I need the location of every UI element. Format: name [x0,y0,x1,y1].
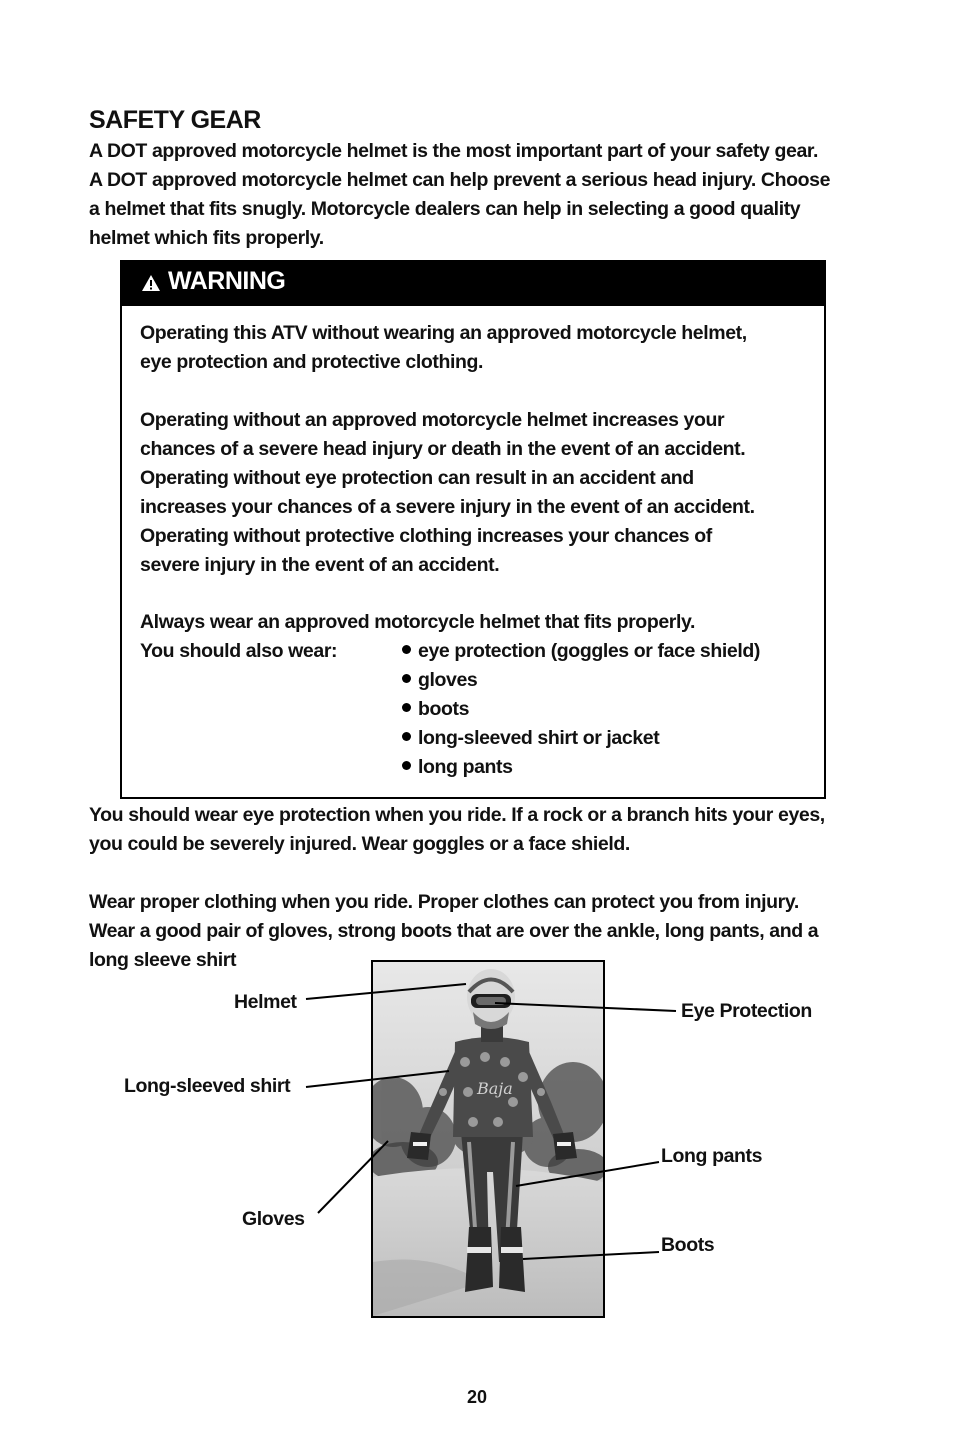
paragraph-line: you could be severely injured. Wear goggles or a face shield. [89,833,630,855]
also-wear-label: You should also wear: [140,640,338,662]
paragraph-line: Wear a good pair of gloves, strong boots that are over the ankle, long pants, and a [89,920,819,942]
paragraph-line: You should wear eye protection when you ride. If a rock or a branch hits your eyes, [89,804,825,826]
eye-protection-paragraph [89,801,889,859]
warning-line: Operating without eye protection can result in an accident and [140,467,694,489]
warning-triangle-icon [141,274,161,292]
warning-box [120,260,826,799]
label-long-sleeved-shirt: Long-sleeved shirt [124,1075,291,1097]
warning-line: eye protection and protective clothing. [140,351,484,373]
gear-item-label: gloves [418,669,478,691]
label-long-pants: Long pants [661,1145,763,1167]
label-gloves: Gloves [242,1208,305,1230]
warning-line: Operating this ATV without wearing an approved motorcycle helmet, [140,322,747,344]
warning-line: chances of a severe head injury or death in the event of an accident. [140,438,746,460]
gear-item-label: boots [418,698,470,720]
warning-line: Operating without protective clothing increases your chances of [140,525,712,547]
intro-line: A DOT approved motorcycle helmet is the most important part of your safety gear. [89,140,819,162]
bullet-icon [402,674,411,683]
intro-line: helmet which fits properly. [89,227,324,249]
paragraph-line: Wear proper clothing when you ride. Proper clothes can protect you from injury. [89,891,799,913]
section-title: SAFETY GEAR [89,106,261,134]
bullet-icon [402,732,411,741]
bullet-icon [402,645,411,654]
warning-line: Operating without an approved motorcycle helmet increases your [140,409,725,431]
warning-header [122,262,824,306]
gear-item [402,695,760,724]
gear-item [402,666,760,695]
intro-paragraph [89,137,889,253]
bullet-icon [402,703,411,712]
rider-photo [371,960,605,1318]
gear-item-label: long pants [418,756,513,778]
rider-illustration [373,962,603,1316]
warning-hazard [140,319,820,377]
gear-item [402,724,760,753]
label-helmet: Helmet [234,991,297,1013]
bullet-icon [402,761,411,770]
warning-title: WARNING [168,267,286,295]
jersey-text: Baja [477,1079,513,1098]
label-eye-protection: Eye Protection [681,1000,812,1022]
label-boots: Boots [661,1234,715,1256]
gear-item-label: long-sleeved shirt or jacket [418,727,660,749]
warning-line: severe injury in the event of an accident. [140,554,500,576]
warning-consequences [140,406,820,580]
warning-avoid-line: Always wear an approved motorcycle helmet that fits properly. [140,611,695,633]
paragraph-line: long sleeve shirt [89,949,237,971]
gear-item [402,753,760,782]
gear-item [402,637,760,666]
intro-line: A DOT approved motorcycle helmet can help prevent a serious head injury. Choose [89,169,831,191]
gear-item-label: eye protection (goggles or face shield) [418,640,760,662]
intro-line: a helmet that fits snugly. Motorcycle dealers can help in selecting a good quality [89,198,801,220]
warning-line: increases your chances of a severe injury in the event of an accident. [140,496,755,518]
page-number: 20 [466,1387,488,1407]
gear-list [402,637,760,782]
